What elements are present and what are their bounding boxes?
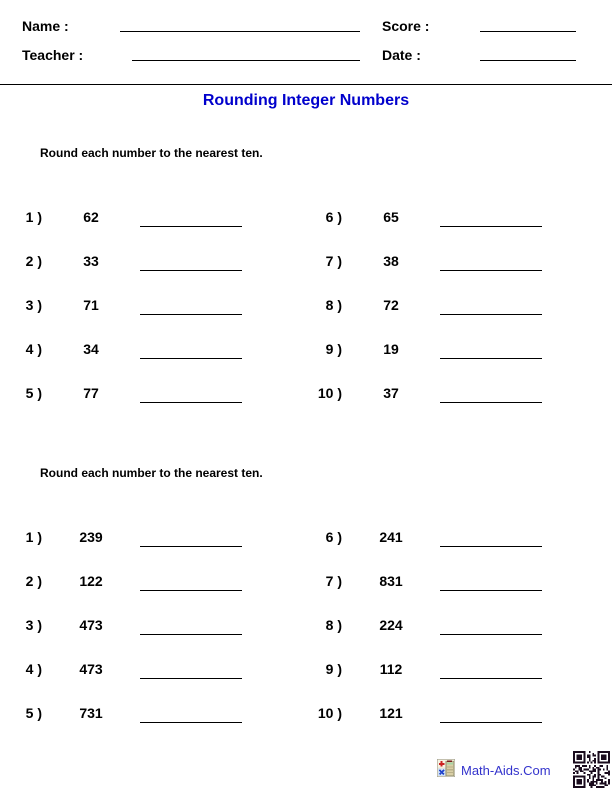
- section-1-problems: [0, 206, 612, 426]
- answer-blank[interactable]: [440, 402, 542, 403]
- name-line[interactable]: [120, 31, 360, 32]
- score-line[interactable]: [480, 31, 576, 32]
- problem-row: [0, 294, 306, 338]
- problem-row: [306, 206, 612, 250]
- section-1-right-column: [306, 206, 612, 426]
- answer-blank[interactable]: [440, 358, 542, 359]
- problem-operand: 19: [383, 341, 399, 357]
- problem-row: [0, 526, 306, 570]
- problem-row: [306, 382, 612, 426]
- problem-number: 7 ): [325, 573, 342, 589]
- page-title: Rounding Integer Numbers: [202, 92, 410, 109]
- answer-blank[interactable]: [440, 546, 542, 547]
- problem-row: [306, 702, 612, 746]
- name-label: Name :: [22, 18, 69, 34]
- problem-number: 1 ): [25, 209, 42, 225]
- answer-blank[interactable]: [140, 546, 242, 547]
- answer-blank[interactable]: [140, 314, 242, 315]
- answer-blank[interactable]: [440, 678, 542, 679]
- problem-operand: 65: [383, 209, 399, 225]
- problem-row: [306, 658, 612, 702]
- problem-row: [0, 206, 306, 250]
- answer-blank[interactable]: [440, 634, 542, 635]
- problem-operand: 121: [379, 705, 403, 721]
- problem-row: [0, 382, 306, 426]
- problem-row: [306, 338, 612, 382]
- problem-number: 5 ): [25, 705, 42, 721]
- problem-operand: 122: [79, 573, 103, 589]
- problem-operand: 77: [83, 385, 99, 401]
- score-label: Score :: [382, 18, 430, 34]
- answer-blank[interactable]: [440, 314, 542, 315]
- date-label: Date :: [382, 47, 421, 63]
- problem-operand: 473: [79, 661, 103, 677]
- answer-blank[interactable]: [140, 402, 242, 403]
- problem-number: 5 ): [25, 385, 42, 401]
- problem-row: [306, 250, 612, 294]
- problem-row: [0, 570, 306, 614]
- qr-code: [573, 751, 610, 788]
- teacher-label: Teacher :: [22, 47, 84, 63]
- problem-row: [306, 526, 612, 570]
- problem-row: [0, 614, 306, 658]
- section-2-problems: [0, 526, 612, 746]
- problem-number: 4 ): [25, 661, 42, 677]
- answer-blank[interactable]: [140, 358, 242, 359]
- problem-number: 7 ): [325, 253, 342, 269]
- problem-row: [0, 338, 306, 382]
- answer-blank[interactable]: [140, 722, 242, 723]
- problem-row: [0, 658, 306, 702]
- answer-blank[interactable]: [440, 226, 542, 227]
- answer-blank[interactable]: [140, 590, 242, 591]
- teacher-line[interactable]: [132, 60, 360, 61]
- problem-operand: 72: [383, 297, 399, 313]
- problem-number: 6 ): [325, 529, 342, 545]
- answer-blank[interactable]: [140, 634, 242, 635]
- problem-number: 8 ): [325, 297, 342, 313]
- answer-blank[interactable]: [440, 722, 542, 723]
- problem-number: 10 ): [317, 385, 342, 401]
- problem-operand: 37: [383, 385, 399, 401]
- problem-number: 4 ): [25, 341, 42, 357]
- problem-number: 9 ): [325, 661, 342, 677]
- answer-blank[interactable]: [440, 270, 542, 271]
- problem-number: 3 ): [25, 617, 42, 633]
- problem-operand: 241: [379, 529, 403, 545]
- problem-number: 8 ): [325, 617, 342, 633]
- problem-operand: 71: [83, 297, 99, 313]
- problem-number: 10 ): [317, 705, 342, 721]
- problem-operand: 731: [79, 705, 103, 721]
- problem-row: [0, 250, 306, 294]
- problem-operand: 239: [79, 529, 103, 545]
- header-divider: [0, 84, 612, 85]
- problem-operand: 62: [83, 209, 99, 225]
- problem-operand: 224: [379, 617, 403, 633]
- problem-number: 2 ): [25, 253, 42, 269]
- section-2-left-column: [0, 526, 306, 746]
- section-1-instruction: Round each number to the nearest ten.: [40, 146, 263, 160]
- section-2-instruction: Round each number to the nearest ten.: [40, 466, 263, 480]
- answer-blank[interactable]: [440, 590, 542, 591]
- problem-operand: 112: [379, 661, 403, 677]
- problem-number: 9 ): [325, 341, 342, 357]
- problem-number: 1 ): [25, 529, 42, 545]
- problem-operand: 38: [383, 253, 399, 269]
- problem-number: 2 ): [25, 573, 42, 589]
- problem-row: [306, 614, 612, 658]
- section-2-right-column: [306, 526, 612, 746]
- problem-operand: 831: [379, 573, 403, 589]
- problem-operand: 33: [83, 253, 99, 269]
- answer-blank[interactable]: [140, 678, 242, 679]
- problem-row: [306, 570, 612, 614]
- section-1-left-column: [0, 206, 306, 426]
- problem-row: [306, 294, 612, 338]
- problem-number: 3 ): [25, 297, 42, 313]
- date-line[interactable]: [480, 60, 576, 61]
- problem-row: [0, 702, 306, 746]
- math-aids-logo-icon: [437, 759, 455, 777]
- answer-blank[interactable]: [140, 226, 242, 227]
- problem-operand: 34: [83, 341, 99, 357]
- answer-blank[interactable]: [140, 270, 242, 271]
- problem-operand: 473: [79, 617, 103, 633]
- problem-number: 6 ): [325, 209, 342, 225]
- math-aids-link[interactable]: Math-Aids.Com: [461, 763, 551, 778]
